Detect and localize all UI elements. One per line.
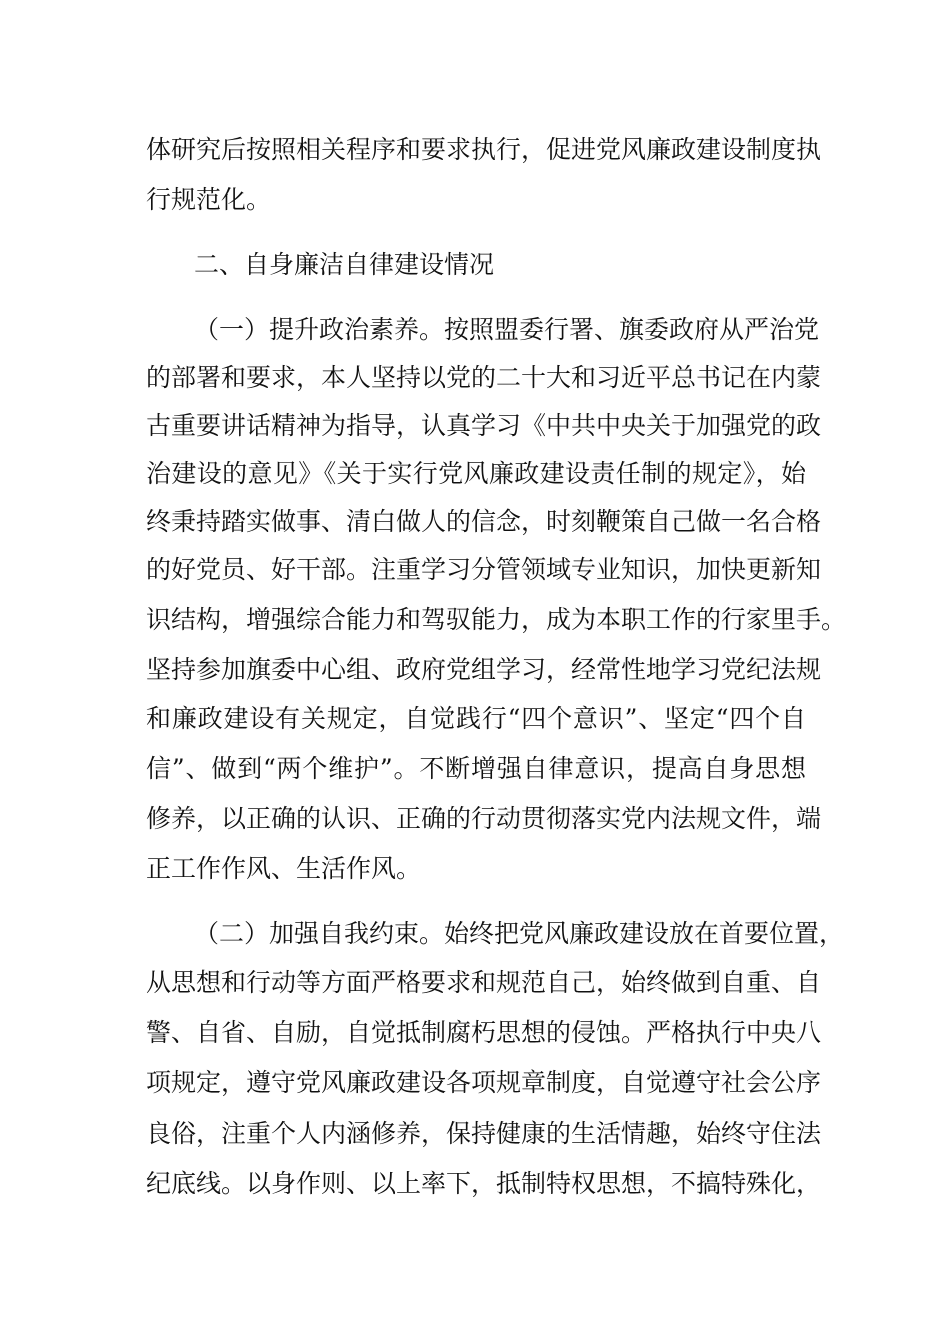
- paragraph-line: （二）加强自我约束。始终把党风廉政建设放在首要位置，: [194, 919, 845, 948]
- paragraph-line: 终秉持踏实做事、清白做人的信念，时刻鞭策自己做一名合格: [146, 507, 822, 536]
- paragraph-line: 信”、做到“两个维护”。不断增强自律意识，提高自身思想: [146, 754, 806, 783]
- paragraph-line: 良俗，注重个人内涵修养，保持健康的生活情趣，始终守住法: [146, 1119, 822, 1148]
- paragraph-line: 从思想和行动等方面严格要求和规范自己，始终做到自重、自: [146, 968, 822, 997]
- paragraph-line: 警、自省、自励，自觉抵制腐朽思想的侵蚀。严格执行中央八: [146, 1018, 822, 1047]
- paragraph-line: 古重要讲话精神为指导，认真学习《中共中央关于加强党的政: [146, 411, 822, 440]
- paragraph-line: 纪底线。以身作则、以上率下，抵制特权思想，不搞特殊化，: [146, 1169, 822, 1198]
- paragraph-line: （一）提升政治素养。按照盟委行署、旗委政府从严治党: [194, 315, 820, 344]
- paragraph-line: 治建设的意见》《关于实行党风廉政建设责任制的规定》，始: [146, 459, 806, 488]
- paragraph-line: 的部署和要求，本人坚持以党的二十大和习近平总书记在内蒙: [146, 363, 822, 392]
- paragraph-line: 项规定，遵守党风廉政建设各项规章制度，自觉遵守社会公序: [146, 1068, 822, 1097]
- paragraph-line: 修养，以正确的认识、正确的行动贯彻落实党内法规文件，端: [146, 804, 822, 833]
- paragraph-line: 正工作作风、生活作风。: [146, 854, 422, 883]
- section-heading: 二、自身廉洁自律建设情况: [194, 250, 495, 279]
- paragraph-line: 坚持参加旗委中心组、政府党组学习，经常性地学习党纪法规: [146, 655, 822, 684]
- paragraph-line: 体研究后按照相关程序和要求执行，促进党风廉政建设制度执: [146, 135, 822, 164]
- paragraph-line: 和廉政建设有关规定，自觉践行“四个意识”、坚定“四个自: [146, 704, 806, 733]
- paragraph-line: 行规范化。: [146, 185, 272, 214]
- paragraph-line: 识结构，增强综合能力和驾驭能力，成为本职工作的行家里手。: [146, 605, 847, 634]
- paragraph-line: 的好党员、好干部。注重学习分管领域专业知识，加快更新知: [146, 555, 822, 584]
